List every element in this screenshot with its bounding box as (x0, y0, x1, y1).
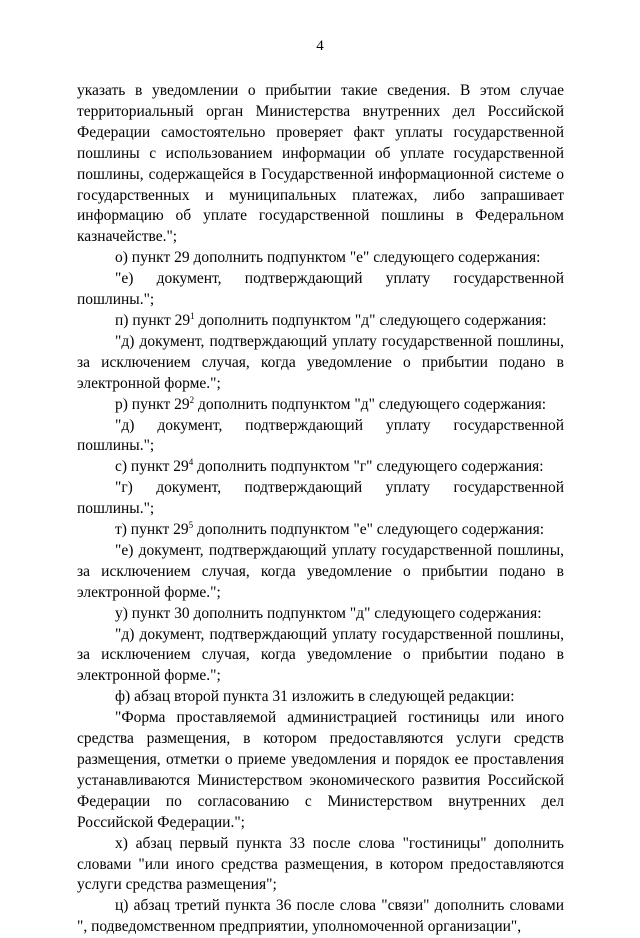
document-body (77, 81, 564, 938)
page-number: 4 (316, 38, 324, 54)
paragraph-item-r: р) пункт $29^2$ дополнить подпунктом "д" следующего содержания: (115, 394, 547, 413)
paragraph-item-ts: ц) абзац третий пункта 36 после слова "связи" дополнить словами ", подведомственном предприятии, уполномоченной организации", (77, 897, 564, 936)
paragraph-item-p: п) пункт $29^1$ дополнить подпунктом "д" следующего содержания: (115, 310, 547, 329)
paragraph-item-o: о) пункт 29 дополнить подпунктом "е" следующего содержания: (115, 249, 541, 267)
paragraph-continuation: указать в уведомлении о прибытии такие сведения. В этом случае территориальный орган Министерства внутренних дел Российской Федерации самостоятельно проверяет факт уплаты государственной пошлины с использованием информации об уплате государственной пошлины, содержащейся в Государственной информационной системе о государственных и муниципальных платежах, либо запрашивает информацию об уплате государственной пошлины в Федеральном казначействе."; (77, 82, 564, 246)
paragraph-quote: "д) документ, подтверждающий уплату государственной пошлины."; (77, 416, 564, 455)
paragraph-item-u: у) пункт 30 дополнить подпунктом "д" следующего содержания: (115, 604, 542, 622)
paragraph-item-kh: х) абзац первый пункта 33 после слова "гостиницы" дополнить словами "или иного средства размещения, в котором предоставляются услуги средства размещения"; (77, 834, 564, 894)
paragraph-item-s: с) пункт $29^4$ дополнить подпунктом "г" следующего содержания: (115, 457, 544, 476)
paragraph-quote: "г) документ, подтверждающий уплату государственной пошлины."; (77, 479, 564, 518)
paragraph-quote: "Форма проставляемой администрацией гостиницы или иного средства размещения, в котором предоставляются услуги средств размещения, отметки о приеме уведомления и порядок ее проставления устанавливаются Министерством экономического развития Российской Федерации по согласованию с Министерством внутренних дел Российской Федерации."; (77, 709, 564, 831)
paragraph-quote: "е) документ, подтверждающий уплату государственной пошлины, за исключением случая, когда уведомление о прибытии подано в электронной форме."; (77, 541, 564, 601)
paragraph-item-f: ф) абзац второй пункта 31 изложить в следующей редакции: (115, 688, 515, 706)
paragraph-quote: "д) документ, подтверждающий уплату государственной пошлины, за исключением случая, когда уведомление о прибытии подано в электронной форме."; (77, 332, 564, 392)
paragraph-item-t: т) пункт $29^5$ дополнить подпунктом "е" следующего содержания: (115, 519, 545, 539)
paragraph-quote: "е) документ, подтверждающий уплату государственной пошлины."; (77, 270, 564, 309)
paragraph-quote: "д) документ, подтверждающий уплату государственной пошлины, за исключением случая, когда уведомление о прибытии подано в электронной форме."; (77, 625, 564, 685)
